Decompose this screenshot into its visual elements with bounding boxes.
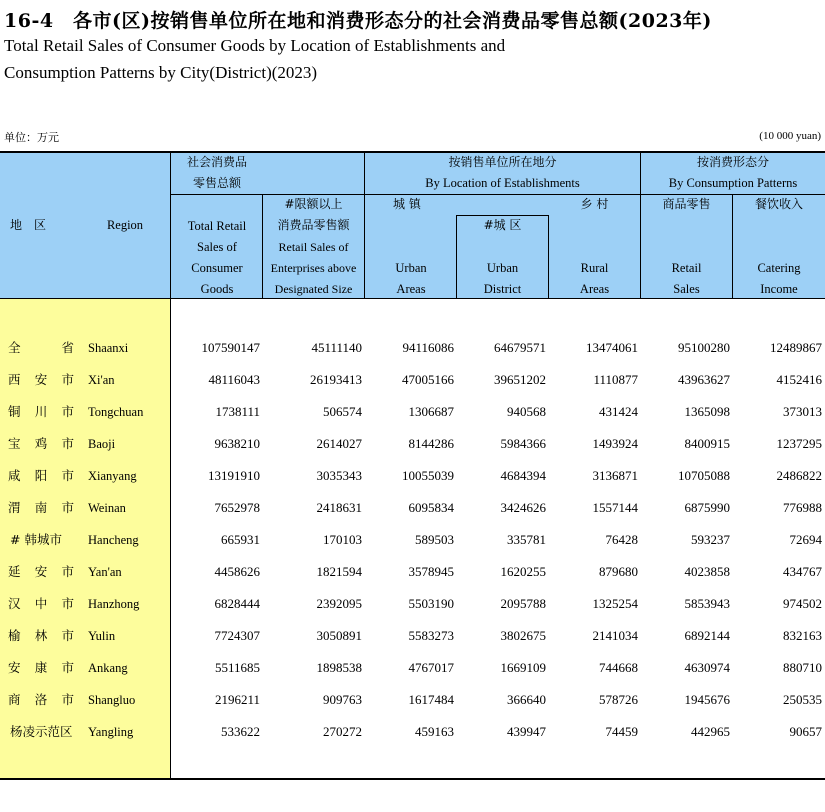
region-name-cn: 全省 <box>8 340 74 355</box>
table-row <box>0 524 825 556</box>
cell-value: 4458626 <box>214 564 260 579</box>
cell-value: 7724307 <box>214 628 260 643</box>
region-name-cn: 渭南市 <box>8 500 74 515</box>
cell-value: 4767017 <box>408 660 454 675</box>
header-total-cn: 社会消费品 零售总额 <box>186 155 247 190</box>
cell-value: 39651202 <box>494 372 546 387</box>
cell-value: 1237295 <box>776 436 822 451</box>
cell-value: 8144286 <box>408 436 454 451</box>
cell-value: 459163 <box>415 724 454 739</box>
cell-value: 90657 <box>789 724 822 739</box>
cell-value: 434767 <box>783 564 822 579</box>
cell-value: 5583273 <box>408 628 454 643</box>
cell-value: 4684394 <box>500 468 546 483</box>
header-catering-en: Catering Income <box>757 261 801 296</box>
cell-value: 431424 <box>599 404 638 419</box>
cell-value: 3136871 <box>592 468 638 483</box>
region-name-cn: 西安市 <box>8 372 74 387</box>
cell-value: 1493924 <box>592 436 638 451</box>
unit-label-en: (10 000 yuan) <box>759 130 821 142</box>
cell-value: 4023858 <box>684 564 730 579</box>
cell-value: 2141034 <box>592 628 638 643</box>
cell-value: 1557144 <box>592 500 638 515</box>
cell-value: 48116043 <box>208 372 260 387</box>
cell-value: 373013 <box>783 404 822 419</box>
cell-value: 250535 <box>783 692 822 707</box>
cell-value: 578726 <box>599 692 638 707</box>
cell-value: 2418631 <box>316 500 362 515</box>
cell-value: 2614027 <box>316 436 362 451</box>
cell-value: 43963627 <box>678 372 730 387</box>
cell-value: 1620255 <box>500 564 546 579</box>
table-row <box>0 684 825 716</box>
region-name-en: Xi'an <box>88 373 115 387</box>
cell-value: 5853943 <box>684 596 730 611</box>
header-retail-en: Retail Sales <box>671 261 702 296</box>
cell-value: 3802675 <box>500 628 546 643</box>
cell-value: 72694 <box>789 532 822 547</box>
region-name-en: Xianyang <box>88 469 137 483</box>
cell-value: 94116086 <box>402 340 454 355</box>
cell-value: 107590147 <box>201 340 260 355</box>
cell-value: 95100280 <box>678 340 730 355</box>
unit-label-cn: 单位：万元 <box>4 131 59 144</box>
cell-value: 1821594 <box>316 564 362 579</box>
cell-value: 1898538 <box>316 660 362 675</box>
cell-value: 12489867 <box>770 340 822 355</box>
cell-value: 6095834 <box>408 500 454 515</box>
region-name-en: Shaanxi <box>88 341 129 355</box>
cell-value: 1738111 <box>215 404 260 419</box>
region-name-cn: 延安市 <box>8 564 74 579</box>
header-location-cn: 按销售单位所在地分 <box>448 155 557 169</box>
cell-value: 13474061 <box>586 340 638 355</box>
cell-value: 879680 <box>599 564 638 579</box>
table-row <box>0 364 825 396</box>
cell-value: 7652978 <box>214 500 260 515</box>
cell-value: 6828444 <box>214 596 260 611</box>
cell-value: 6875990 <box>684 500 730 515</box>
table-row <box>0 556 825 588</box>
cell-value: 1669109 <box>500 660 546 675</box>
cell-value: 10705088 <box>678 468 730 483</box>
header-rural-cn: 乡 村 <box>580 197 609 211</box>
cell-value: 3424626 <box>500 500 546 515</box>
table-row <box>0 716 825 748</box>
header-pattern-cn: 按消费形态分 <box>696 155 769 169</box>
header-rural-en: Rural Areas <box>579 261 610 296</box>
header-retail-cn: 商品零售 <box>662 197 711 211</box>
cell-value: 270272 <box>323 724 362 739</box>
bottom-rule <box>0 778 825 780</box>
region-name-cn: # 韩城市 <box>10 532 62 547</box>
region-name-cn: 安康市 <box>8 660 74 675</box>
table-row <box>0 460 825 492</box>
region-name-en: Hancheng <box>88 533 139 547</box>
cell-value: 74459 <box>605 724 638 739</box>
cell-value: 76428 <box>605 532 638 547</box>
cell-value: 1325254 <box>592 596 638 611</box>
cell-value: 47005166 <box>402 372 454 387</box>
cell-value: 442965 <box>691 724 730 739</box>
cell-value: 1945676 <box>684 692 730 707</box>
region-name-en: Shangluo <box>88 693 136 707</box>
region-name-cn: 铜川市 <box>8 404 74 419</box>
header-district-en: Urban District <box>483 261 522 296</box>
cell-value: 170103 <box>323 532 362 547</box>
table-row <box>0 588 825 620</box>
header-above-en: Retail Sales of Enterprises above Designated Size <box>270 240 357 296</box>
region-name-cn: 宝鸡市 <box>8 436 74 451</box>
cell-value: 9638210 <box>214 436 260 451</box>
cell-value: 2486822 <box>776 468 822 483</box>
region-name-en: Tongchuan <box>88 405 144 419</box>
cell-value: 2392095 <box>316 596 362 611</box>
cell-value: 366640 <box>507 692 546 707</box>
cell-value: 6892144 <box>684 628 730 643</box>
header-catering-cn: 餐饮收入 <box>754 197 803 211</box>
cell-value: 439947 <box>507 724 546 739</box>
region-name-en: Weinan <box>88 501 126 515</box>
region-name-en: Yangling <box>88 725 134 739</box>
cell-value: 4630974 <box>684 660 730 675</box>
region-name-cn: 咸阳市 <box>8 468 74 483</box>
header-district-cn: #城 区 <box>483 218 522 232</box>
cell-value: 533622 <box>221 724 260 739</box>
cell-value: 5511685 <box>214 660 260 675</box>
table-row <box>0 492 825 524</box>
region-name-cn: 汉中市 <box>8 596 74 611</box>
cell-value: 744668 <box>599 660 638 675</box>
cell-value: 880710 <box>783 660 822 675</box>
cell-value: 2196211 <box>214 692 260 707</box>
cell-value: 3578945 <box>408 564 454 579</box>
cell-value: 832163 <box>783 628 822 643</box>
region-name-cn: 杨凌示范区 <box>10 724 73 739</box>
table-row <box>0 620 825 652</box>
table-row <box>0 428 825 460</box>
cell-value: 10055039 <box>402 468 454 483</box>
cell-value: 593237 <box>691 532 730 547</box>
cell-value: 13191910 <box>208 468 260 483</box>
table-title-en-line2: Consumption Patterns by City(District)(2023) <box>4 63 318 82</box>
cell-value: 1617484 <box>408 692 454 707</box>
cell-value: 974502 <box>783 596 822 611</box>
table-row <box>0 332 825 364</box>
header-total-en: Total Retail Sales of Consumer Goods <box>187 219 247 296</box>
region-name-en: Hanzhong <box>88 597 140 611</box>
header-region-cn: 地 区 <box>10 218 47 232</box>
cell-value: 3050891 <box>316 628 362 643</box>
cell-value: 5984366 <box>500 436 546 451</box>
region-name-en: Ankang <box>88 661 128 675</box>
cell-value: 4152416 <box>776 372 822 387</box>
cell-value: 45111140 <box>311 340 362 355</box>
header-urban-en: Urban Areas <box>395 261 427 296</box>
region-name-en: Baoji <box>88 437 116 451</box>
cell-value: 776988 <box>783 500 822 515</box>
cell-value: 64679571 <box>494 340 546 355</box>
cell-value: 909763 <box>323 692 362 707</box>
region-name-en: Yulin <box>88 629 116 643</box>
cell-value: 1365098 <box>684 404 730 419</box>
cell-value: 1306687 <box>408 404 454 419</box>
cell-value: 589503 <box>415 532 454 547</box>
cell-value: 5503190 <box>408 596 454 611</box>
header-location-en: By Location of Establishments <box>425 176 580 190</box>
cell-value: 665931 <box>221 532 260 547</box>
header-region-en: Region <box>106 218 144 232</box>
cell-value: 335781 <box>507 532 546 547</box>
cell-value: 3035343 <box>316 468 362 483</box>
region-name-en: Yan'an <box>88 565 122 579</box>
region-name-cn: 商洛市 <box>8 692 74 707</box>
cell-value: 26193413 <box>310 372 362 387</box>
header-above-cn: #限额以上 消费品零售额 <box>277 197 350 232</box>
table-title-en-line1: Total Retail Sales of Consumer Goods by Location of Establishments and <box>4 36 506 55</box>
header-pattern-en: By Consumption Patterns <box>668 176 798 190</box>
cell-value: 506574 <box>323 404 362 419</box>
table-row <box>0 396 825 428</box>
table-title-cn: 16-4 各市(区)按销售单位所在地和消费形态分的社会消费品零售总额(2023年) <box>4 10 712 32</box>
cell-value: 940568 <box>507 404 546 419</box>
cell-value: 2095788 <box>500 596 546 611</box>
region-name-cn: 榆林市 <box>8 628 74 643</box>
table-row <box>0 652 825 684</box>
cell-value: 8400915 <box>684 436 730 451</box>
cell-value: 1110877 <box>593 372 638 387</box>
header-urban-cn: 城 镇 <box>393 197 421 211</box>
